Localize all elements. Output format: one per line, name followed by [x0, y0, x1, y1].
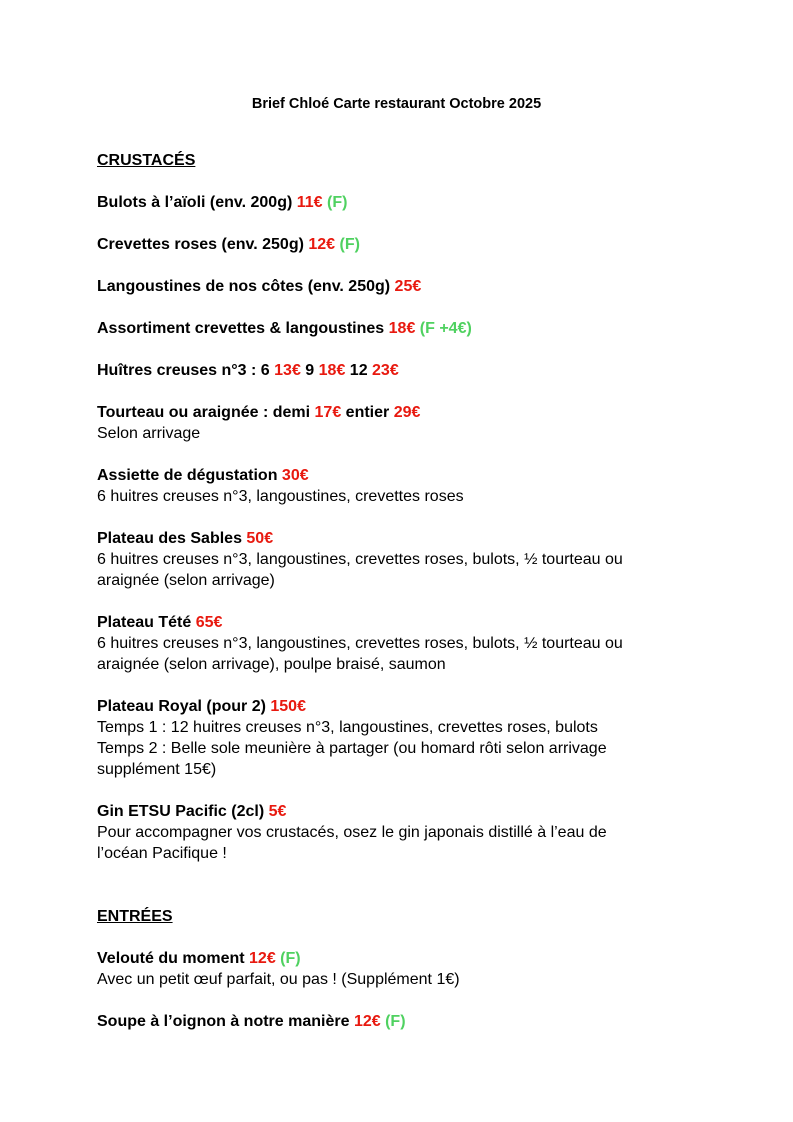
item-formula-tag: (F): [322, 194, 348, 211]
menu-item-description: araignée (selon arrivage): [97, 572, 275, 589]
menu-item-description: Avec un petit œuf parfait, ou pas ! (Supplément 1€): [97, 971, 460, 988]
item-price: 5€: [268, 803, 287, 820]
item-price: 23€: [372, 362, 399, 379]
item-price: 13€: [274, 362, 301, 379]
menu-item: [97, 528, 697, 591]
item-price: 12€: [353, 1013, 381, 1030]
item-price: 11€: [296, 194, 323, 211]
menu-item-title: [97, 465, 697, 486]
section-heading: ENTRÉES: [97, 908, 173, 925]
item-name: Assortiment crevettes & langoustines: [97, 320, 389, 337]
item-formula-tag: (F): [275, 950, 301, 967]
menu-item-title: [97, 360, 697, 381]
item-price: 18€: [318, 362, 346, 379]
item-price: 25€: [394, 278, 422, 295]
item-price: 29€: [393, 404, 421, 421]
item-price: 12€: [249, 950, 276, 967]
menu-item: [97, 696, 697, 780]
menu-item: [97, 360, 697, 381]
item-name: Plateau des Sables: [97, 530, 247, 547]
menu-item-title: [97, 528, 697, 549]
item-name: 12: [345, 362, 373, 379]
menu-item-title: [97, 948, 697, 969]
item-name: Crevettes roses (env. 250g): [97, 236, 309, 253]
menu-item-title: [97, 696, 697, 717]
menu-item-title: [97, 801, 697, 822]
menu-item-title: [97, 1011, 697, 1032]
item-formula-tag: (F): [380, 1013, 406, 1030]
menu-item-title: [97, 612, 697, 633]
item-price: 30€: [281, 467, 309, 484]
item-name: Huîtres creuses n°3 : 6: [97, 362, 275, 379]
item-name: Assiette de dégustation: [97, 467, 282, 484]
menu-item: [97, 318, 697, 339]
section-entrees: [97, 906, 697, 1032]
document-title: Brief Chloé Carte restaurant Octobre 2025: [251, 96, 542, 112]
menu-item: [97, 402, 697, 444]
menu-item-description: l’océan Pacifique !: [97, 845, 227, 862]
item-price: 12€: [308, 236, 336, 253]
menu-item-description: Pour accompagner vos crustacés, osez le gin japonais distillé à l’eau de: [97, 824, 607, 841]
menu-item-title: [97, 318, 697, 339]
item-name: Bulots à l’aïoli (env. 200g): [97, 194, 297, 211]
item-price: 150€: [270, 698, 306, 715]
menu-item: [97, 465, 697, 507]
menu-item: [97, 801, 697, 864]
item-formula-tag: (F): [335, 236, 360, 253]
menu-item: [97, 948, 697, 990]
menu-item: [97, 192, 697, 213]
item-price: 17€: [314, 404, 342, 421]
item-name: 9: [300, 362, 319, 379]
menu-item-title: [97, 276, 697, 297]
menu-item-description: Temps 1 : 12 huitres creuses n°3, langoustines, crevettes roses, bulots: [97, 719, 598, 736]
menu-item: [97, 612, 697, 675]
item-name: Gin ETSU Pacific (2cl): [97, 803, 269, 820]
menu-item: [97, 1011, 697, 1032]
menu-item-description: 6 huitres creuses n°3, langoustines, crevettes roses, bulots, ½ tourteau ou: [97, 635, 623, 652]
menu-item: [97, 276, 697, 297]
item-price: 65€: [195, 614, 223, 631]
menu-item-description: 6 huitres creuses n°3, langoustines, crevettes roses: [97, 488, 464, 505]
menu-item-description: Selon arrivage: [97, 425, 201, 442]
item-name: Langoustines de nos côtes (env. 250g): [97, 278, 395, 295]
item-name: Tourteau ou araignée : demi: [97, 404, 315, 421]
item-price: 50€: [246, 530, 274, 547]
menu-item-description: araignée (selon arrivage), poulpe braisé, saumon: [97, 656, 446, 673]
item-name: Velouté du moment: [97, 950, 250, 967]
item-name: Plateau Tété: [97, 614, 196, 631]
section-heading: CRUSTACÉS: [97, 152, 196, 169]
item-name: entier: [341, 404, 394, 421]
menu-item-description: 6 huitres creuses n°3, langoustines, crevettes roses, bulots, ½ tourteau ou: [97, 551, 623, 568]
menu-item-title: [97, 234, 697, 255]
menu-item-title: [97, 192, 697, 213]
menu-item-description: Temps 2 : Belle sole meunière à partager (ou homard rôti selon arrivage: [97, 740, 607, 757]
menu-document: [97, 150, 697, 1032]
item-formula-tag: (F +4€): [415, 320, 472, 337]
menu-item-description: supplément 15€): [97, 761, 217, 778]
item-name: Soupe à l’oignon à notre manière: [97, 1013, 354, 1030]
menu-item: [97, 234, 697, 255]
section-crustaces: [97, 150, 697, 864]
menu-item-title: [97, 402, 697, 423]
item-price: 18€: [388, 320, 416, 337]
item-name: Plateau Royal (pour 2): [97, 698, 271, 715]
